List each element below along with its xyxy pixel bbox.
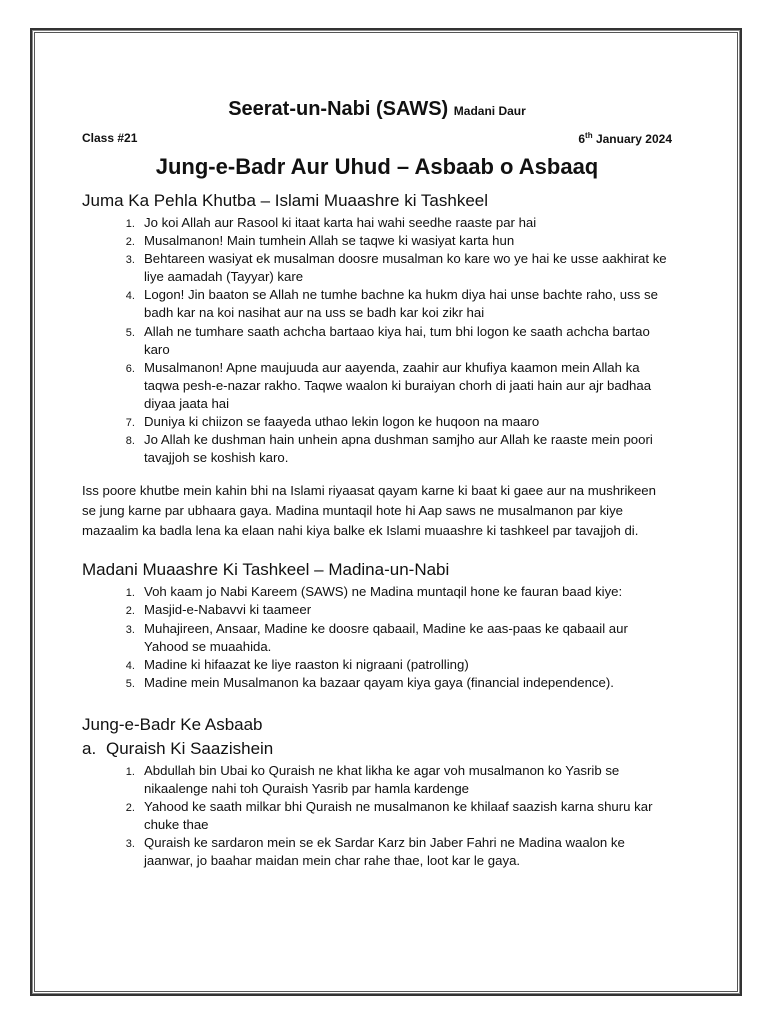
subsection-heading <box>82 738 672 760</box>
list-item: 4. Logon! Jin baaton se Allah ne tumhe bachne ka hukm diya hai unse bachte raho, uss se badh kar na koi nasihat aur na uss se badh kar koi zikr hai <box>138 286 672 322</box>
document-body <box>82 96 672 870</box>
date-day: 6 <box>578 132 586 146</box>
date-rest: January 2024 <box>592 132 672 146</box>
list-item: 2. Yahood ke saath milkar bhi Quraish ne musalmanon ke khilaaf saazish karna shuru kar chuke thae <box>138 798 672 834</box>
list-item: 4. Madine ki hifaazat ke liye raaston ki nigraani (patrolling) <box>138 656 672 674</box>
title-text: Seerat-un-Nabi (SAWS) <box>228 98 449 120</box>
summary-paragraph: Iss poore khutbe mein kahin bhi na Islami riyaasat qayam karne ki baat ki gaee aur na mushrikeen se jung karne par ubhaara gaya. Madina muntaqil hote hi Aap saws ne musalmanon par kiye mazaalim ka badla lena ka elaan nahi kiya balke ek Islami muaashre ki tashkeel par tavajjoh di. <box>82 483 656 539</box>
list-item: 5. Allah ne tumhare saath achcha bartaao kiya hai, tum bhi logon ke saath achcha bartao karo <box>138 323 672 359</box>
section-heading-asbaab: Jung-e-Badr Ke Asbaab <box>82 714 263 734</box>
list-item: 2. Masjid-e-Nabavvi ki taameer <box>138 601 672 619</box>
subtitle-text: Madani Daur <box>453 104 526 118</box>
khutba-list <box>82 214 672 467</box>
list-item: 2. Musalmanon! Main tumhein Allah se taqwe ki wasiyat karta hun <box>138 232 672 250</box>
list-item: 3. Behtareen wasiyat ek musalman doosre musalman ko kare wo ye hai ke usse aakhirat ke liye aamadah (Tayyar) kare <box>138 250 672 286</box>
list-item: 3. Quraish ke sardaron mein se ek Sardar Karz bin Jaber Fahri ne Madina waalon ke jaanwar, jo baahar maidan mein char rahe thae, loot kar le gaya. <box>138 834 672 870</box>
list-item: 5. Madine mein Musalmanon ka bazaar qayam kiya gaya (financial independence). <box>138 674 672 692</box>
subsection-title: Quraish Ki Saazishein <box>106 738 274 758</box>
subsection-marker: a. <box>82 738 97 758</box>
class-label: Class #21 <box>82 131 138 145</box>
list-item: 8. Jo Allah ke dushman hain unhein apna dushman samjho aur Allah ke raaste mein poori tavajjoh se koshish karo. <box>138 431 672 467</box>
list-item: 6. Musalmanon! Apne maujuuda aur aayenda, zaahir aur khufiya kaamon mein Allah ka taqwa pesh-e-nazar rakho. Taqwe waalon ki buraiyan chorh di jaati hain aur ajr badhaa diyaa jaata hai <box>138 359 672 413</box>
document-heading: Jung-e-Badr Aur Uhud – Asbaab o Asbaaq <box>155 154 599 179</box>
section-heading-madani: Madani Muaashre Ki Tashkeel – Madina-un-Nabi <box>82 560 450 580</box>
list-item: 3. Muhajireen, Ansaar, Madine ke doosre qabaail, Madine ke aas-paas ke qabaail aur Yahood se muaahida. <box>138 620 672 656</box>
date-label <box>578 131 672 146</box>
page-title <box>82 96 672 124</box>
madani-list <box>82 583 672 692</box>
list-item: 1. Abdullah bin Ubai ko Quraish ne khat likha ke agar voh musalmanon ko Yasrib se nikaalenge nahi toh Quraish Yasrib par hamla kardenge <box>138 762 672 798</box>
list-item: 7. Duniya ki chiizon se faayeda uthao lekin logon ke huqoon na maaro <box>138 413 672 431</box>
list-item: 1. Voh kaam jo Nabi Kareem (SAWS) ne Madina muntaqil hone ke fauran baad kiye: <box>138 583 672 601</box>
date-suffix: th <box>585 131 593 140</box>
section-heading-khutba: Juma Ka Pehla Khutba – Islami Muaashre ki Tashkeel <box>82 191 489 210</box>
saazish-list <box>82 762 672 871</box>
meta-row <box>82 131 672 146</box>
list-item: 1. Jo koi Allah aur Rasool ki itaat karta hai wahi seedhe raaste par hai <box>138 214 672 232</box>
